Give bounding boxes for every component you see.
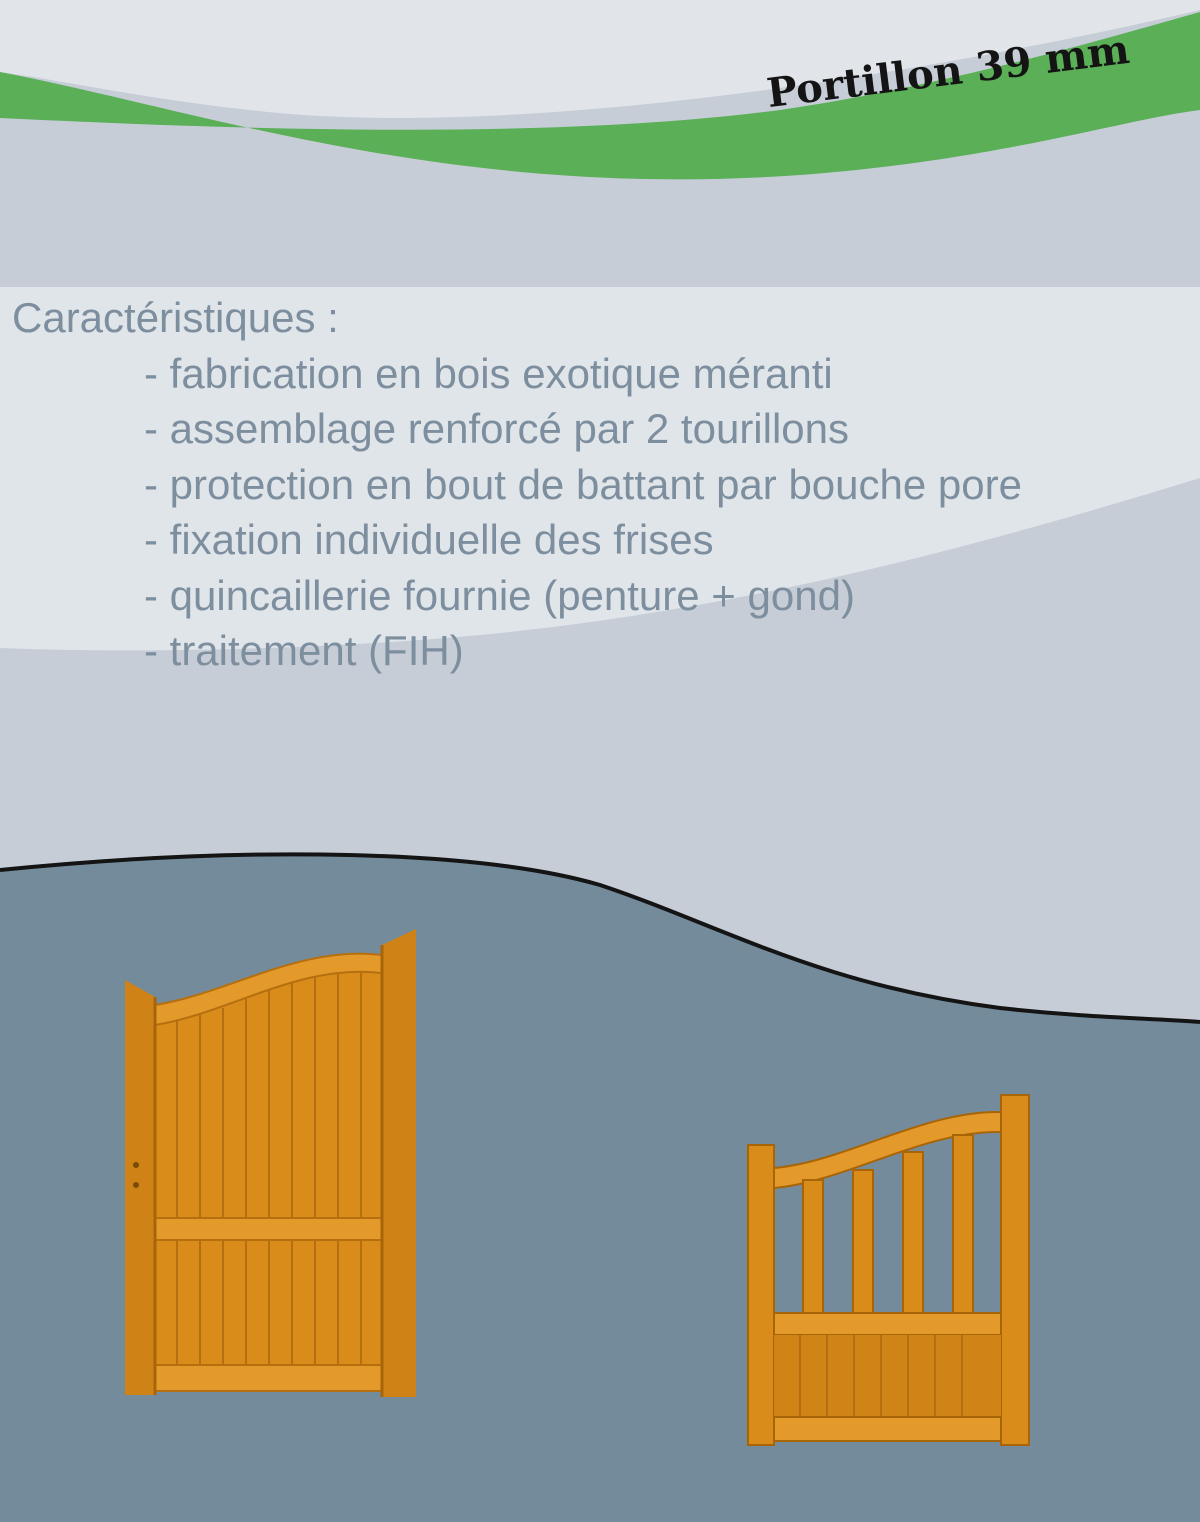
full-wooden-gate-image [120,925,420,1405]
list-item: - protection en bout de battant par bouche pore [144,460,1022,508]
list-item: - traitement (FIH) [144,627,464,674]
list-item: - assemblage renforcé par 2 tourillons [144,405,850,452]
list-item: - fabrication en bois exotique méranti [144,349,833,397]
list-item: - quincaillerie fournie (penture + gond) [144,571,855,619]
openwork-wooden-gate-image [745,1090,1035,1450]
characteristics-heading: Caractéristiques : [12,294,339,341]
characteristics-section [12,290,1022,679]
characteristics-list [12,346,1022,679]
banner-title: Portillon 39 mm [764,25,1133,118]
list-item: - fixation individuelle des frises [144,516,714,563]
